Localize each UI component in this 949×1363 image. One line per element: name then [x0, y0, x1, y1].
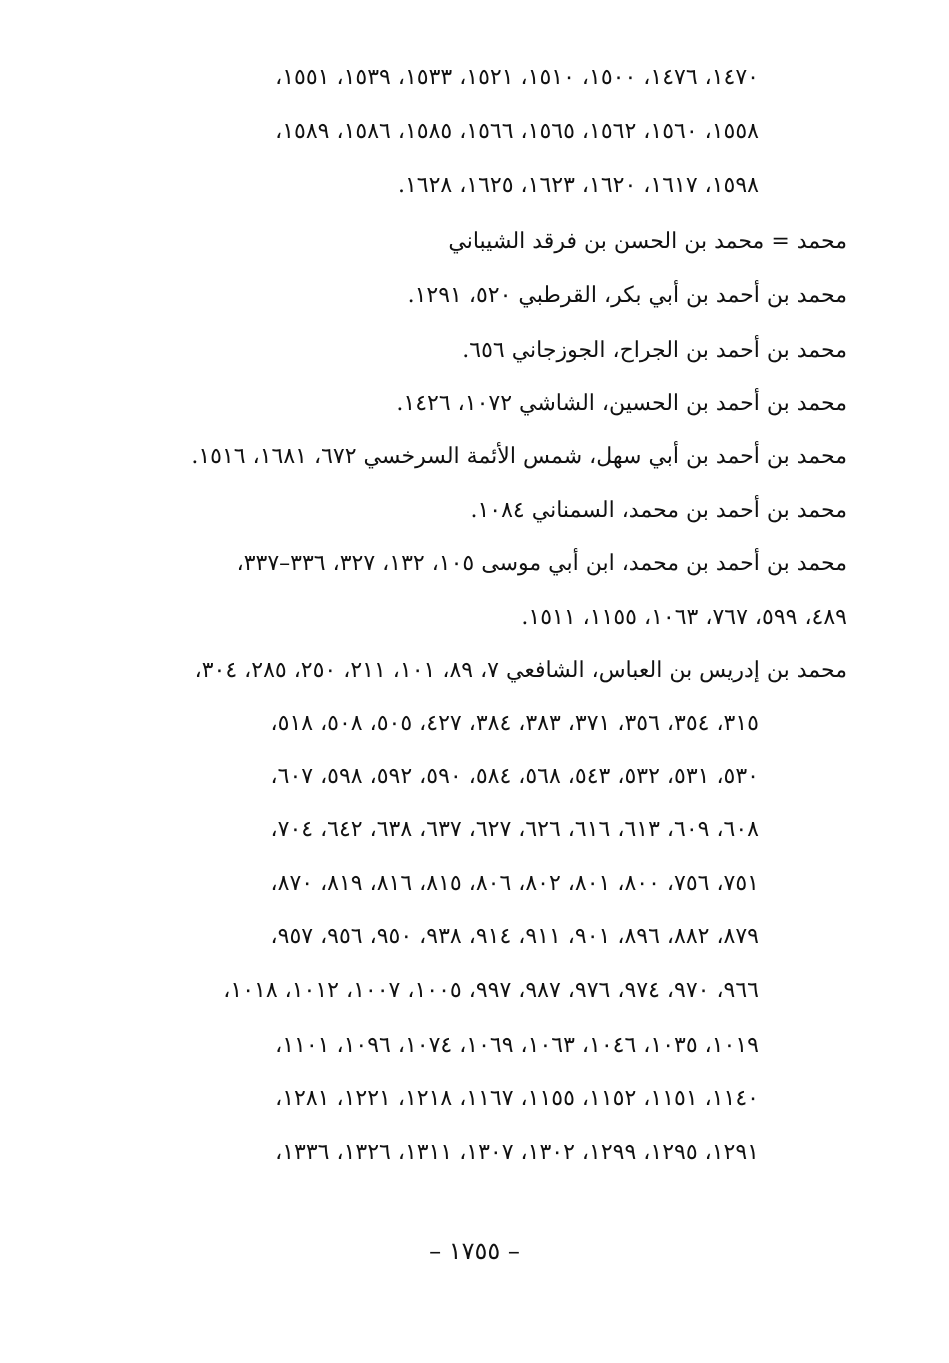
index-entry: محمد بن أحمد بن محمد، ابن أبي موسى ١٠٥، ١٣٢، ٣٢٧، ٣٣٦–٣٣٧،	[236, 551, 847, 576]
index-line: ١٤٧٠، ١٤٧٦، ١٥٠٠، ١٥١٠، ١٥٢١، ١٥٣٣، ١٥٣٩، ١٥٥١،	[275, 65, 759, 90]
index-entry: محمد بن أحمد بن أبي بكر، القرطبي ٥٢٠، ١٢٩١.	[407, 283, 847, 308]
index-line: ٩٦٦، ٩٧٠، ٩٧٤، ٩٧٦، ٩٨٧، ٩٩٧، ١٠٠٥، ١٠٠٧، ١٠١٢، ١٠١٨،	[223, 978, 759, 1003]
index-line: ٦٠٨، ٦٠٩، ٦١٣، ٦١٦، ٦٢٦، ٦٢٧، ٦٣٧، ٦٣٨، ٦٤٢، ٧٠٤،	[270, 817, 759, 842]
index-entry: محمد بن أحمد بن محمد، السمناني ١٠٨٤.	[470, 498, 847, 523]
index-line: ١١٤٠، ١١٥١، ١١٥٢، ١١٥٥، ١١٦٧، ١٢١٨، ١٢٢١، ١٢٨١،	[275, 1086, 759, 1111]
index-line: ٨٧٩، ٨٨٢، ٨٩٦، ٩٠١، ٩١١، ٩١٤، ٩٣٨، ٩٥٠، ٩٥٦، ٩٥٧،	[270, 924, 759, 949]
index-line: ١٢٩١، ١٢٩٥، ١٢٩٩، ١٣٠٢، ١٣٠٧، ١٣١١، ١٣٢٦، ١٣٣٦،	[275, 1140, 759, 1165]
index-entry: محمد بن أحمد بن الحسين، الشاشي ١٠٧٢، ١٤٢٦.	[396, 391, 847, 416]
index-line: ٤٨٩، ٥٩٩، ٧٦٧، ١٠٦٣، ١١٥٥، ١٥١١.	[521, 605, 847, 630]
index-entry: محمد = محمد بن الحسن بن فرقد الشيباني	[448, 229, 847, 254]
index-line: ٥٣٠، ٥٣١، ٥٣٢، ٥٤٣، ٥٦٨، ٥٨٤، ٥٩٠، ٥٩٢، ٥٩٨، ٦٠٧،	[270, 764, 759, 789]
index-line: ١٥٩٨، ١٦١٧، ١٦٢٠، ١٦٢٣، ١٦٢٥، ١٦٢٨.	[397, 173, 759, 198]
index-entry: محمد بن إدريس بن العباس، الشافعي ٧، ٨٩، ١٠١، ٢١١، ٢٥٠، ٢٨٥، ٣٠٤،	[194, 658, 847, 683]
index-entry: محمد بن أحمد بن الجراح، الجوزجاني ٦٥٦.	[462, 338, 847, 363]
index-line: ١٥٥٨، ١٥٦٠، ١٥٦٢، ١٥٦٥، ١٥٦٦، ١٥٨٥، ١٥٨٦، ١٥٨٩،	[275, 119, 759, 144]
page-number: – ١٧٥٥ –	[429, 1237, 520, 1265]
index-line: ٧٥١، ٧٥٦، ٨٠٠، ٨٠١، ٨٠٢، ٨٠٦، ٨١٥، ٨١٦، ٨١٩، ٨٧٠،	[270, 871, 759, 896]
index-line: ١٠١٩، ١٠٣٥، ١٠٤٦، ١٠٦٣، ١٠٦٩، ١٠٧٤، ١٠٩٦، ١١٠١،	[275, 1033, 759, 1058]
index-line: ٣١٥، ٣٥٤، ٣٥٦، ٣٧١، ٣٨٣، ٣٨٤، ٤٢٧، ٥٠٥، ٥٠٨، ٥١٨،	[270, 711, 759, 736]
index-entry: محمد بن أحمد بن أبي سهل، شمس الأئمة السرخسي ٦٧٢، ١٦٨١، ١٥١٦.	[191, 444, 847, 469]
